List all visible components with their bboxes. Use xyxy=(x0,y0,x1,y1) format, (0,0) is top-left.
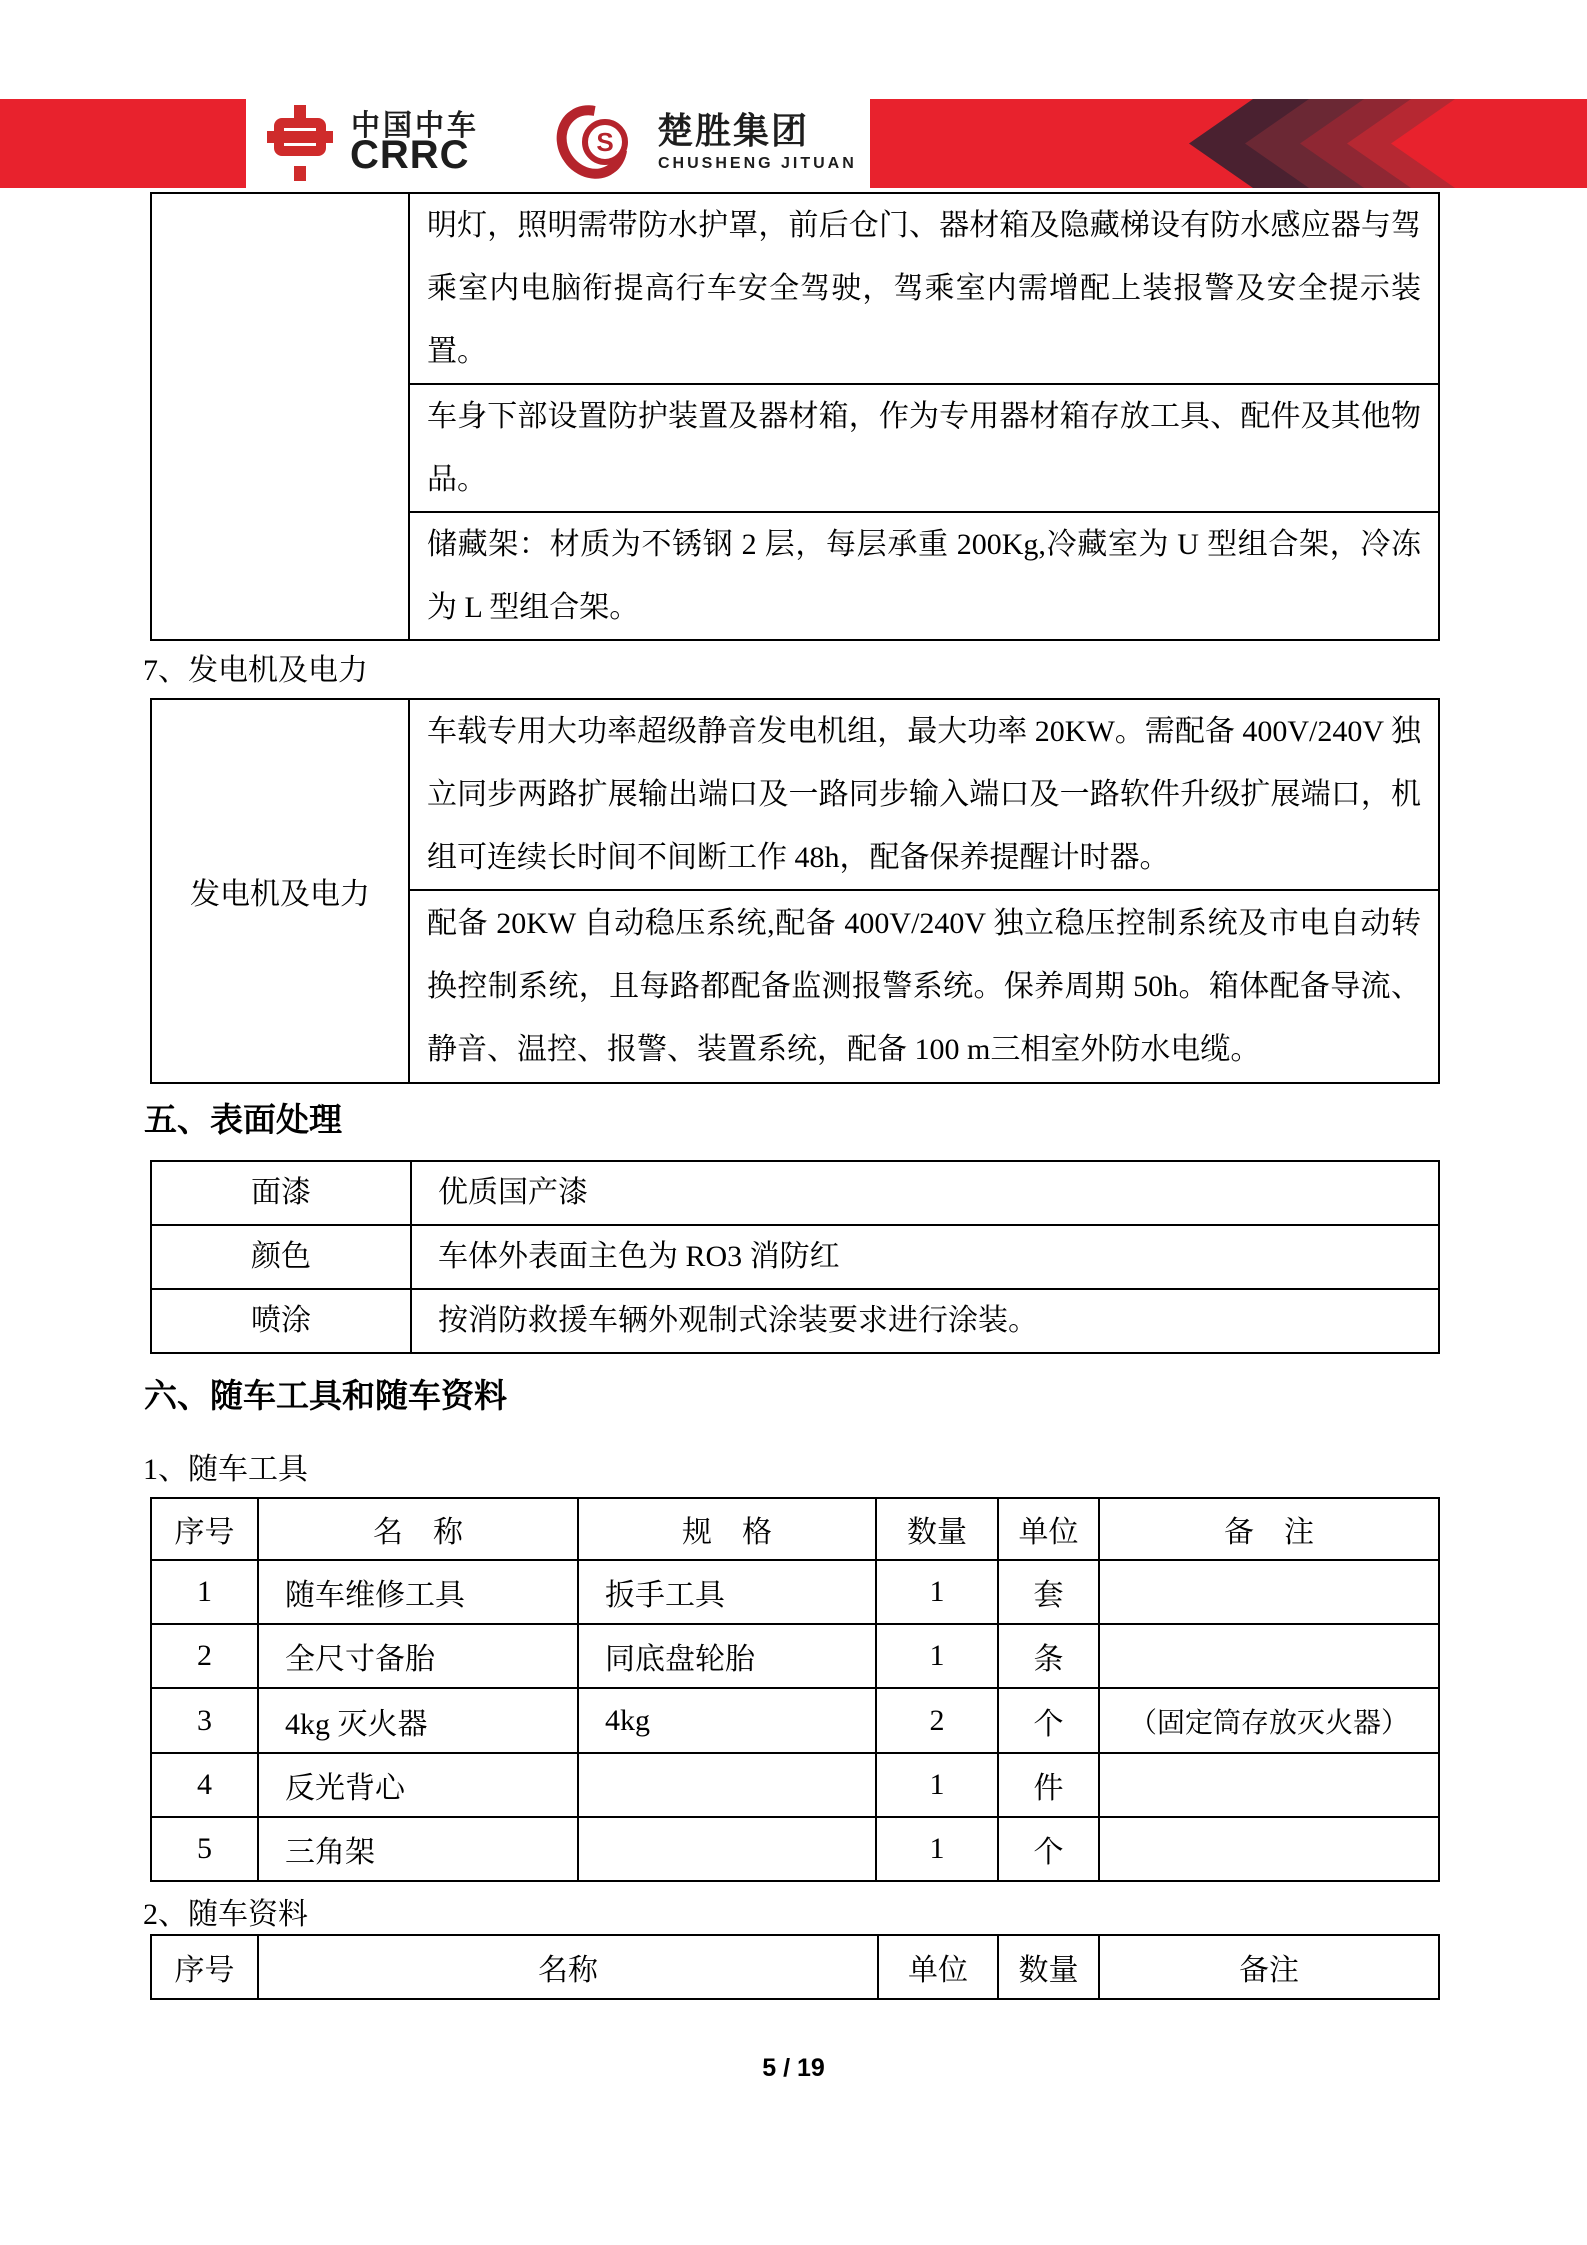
row-label-cell: 颜色 xyxy=(151,1225,411,1289)
column-header: 单位 xyxy=(878,1935,998,1999)
spanning-label-cell-empty xyxy=(151,193,409,640)
row-label-cell: 喷涂 xyxy=(151,1289,411,1353)
section-heading-surface: 五、表面处理 xyxy=(144,1103,342,1139)
column-header: 规 格 xyxy=(578,1498,876,1560)
table-row: 5 三角架 1 个 xyxy=(151,1817,1439,1881)
crrc-logo-en: CRRC xyxy=(350,133,470,177)
table-cell: 配备 20KW 自动稳压系统,配备 400V/240V 独立稳压控制系统及市电自动转换控制系统，且每路都配备监测报警系统。保养周期 50h。箱体配备导流、静音、温控、报警、装置系统，配备 100 m三相室外防水电缆。 xyxy=(409,890,1439,1083)
table-row: 2 全尺寸备胎 同底盘轮胎 1 条 xyxy=(151,1624,1439,1688)
column-header: 单位 xyxy=(998,1498,1099,1560)
subsection-heading-tools: 1、随车工具 xyxy=(143,1453,308,1486)
section-heading-tools: 六、随车工具和随车资料 xyxy=(144,1379,507,1415)
table-cell: 储藏架：材质为不锈钢 2 层，每层承重 200Kg,冷藏室为 U 型组合架，冷冻为 L 型组合架。 xyxy=(409,512,1439,640)
column-header: 备注 xyxy=(1099,1935,1439,1999)
table-cell: 按消防救援车辆外观制式涂装要求进行涂装。 xyxy=(411,1289,1439,1353)
row-label-cell: 发电机及电力 xyxy=(151,699,409,1083)
subsection-heading-documents: 2、随车资料 xyxy=(143,1898,308,1931)
crrc-logo-cn: 中国中车 xyxy=(351,110,480,142)
column-header: 序号 xyxy=(151,1498,258,1560)
surface-table xyxy=(150,1160,1440,1354)
tools-table xyxy=(150,1497,1440,1882)
crrc-emblem-icon xyxy=(267,105,333,181)
table-row: 4 反光背心 1 件 xyxy=(151,1753,1439,1817)
column-header: 数量 xyxy=(876,1498,998,1560)
table-cell: 车身下部设置防护装置及器材箱，作为专用器材箱存放工具、配件及其他物品。 xyxy=(409,384,1439,512)
table-cell: 优质国产漆 xyxy=(411,1161,1439,1225)
column-header: 名 称 xyxy=(258,1498,578,1560)
table-cell: 车载专用大功率超级静音发电机组，最大功率 20KW。需配备 400V/240V 独立同步两路扩展输出端口及一路同步输入端口及一路软件升级扩展端口，机组可连续长时间不间断工作 48h，配备保养提醒计时器。 xyxy=(409,699,1439,890)
row-label-cell: 面漆 xyxy=(151,1161,411,1225)
banner-right-red-block xyxy=(870,99,1587,188)
table-header-row xyxy=(151,1935,1439,1999)
page-number: 5 / 19 xyxy=(762,2054,825,2082)
table-row: 3 4kg 灭火器 4kg 2 个 （固定筒存放灭火器） xyxy=(151,1688,1439,1753)
table-cell: 车体外表面主色为 RO3 消防红 xyxy=(411,1225,1439,1289)
documents-table xyxy=(150,1934,1440,2000)
column-header: 数量 xyxy=(998,1935,1099,1999)
table-cell: 明灯，照明需带防水护罩，前后仓门、器材箱及隐藏梯设有防水感应器与驾乘室内电脑衔提高行车安全驾驶，驾乘室内需增配上装报警及安全提示装置。 xyxy=(409,193,1439,384)
table-row: 1 随车维修工具 扳手工具 1 套 xyxy=(151,1560,1439,1624)
generator-table xyxy=(150,698,1440,1084)
section-heading-generator: 7、发电机及电力 xyxy=(143,654,368,687)
banner-left-red-block xyxy=(0,99,246,188)
continuation-table xyxy=(150,192,1440,641)
chusheng-logo-en: CHUSHENG JITUAN xyxy=(658,155,857,172)
chusheng-logo-cn: 楚胜集团 xyxy=(657,110,810,151)
column-header: 序号 xyxy=(151,1935,258,1999)
column-header: 备 注 xyxy=(1099,1498,1439,1560)
column-header: 名称 xyxy=(258,1935,878,1999)
chusheng-emblem-icon: S xyxy=(558,100,640,186)
table-header-row xyxy=(151,1498,1439,1560)
